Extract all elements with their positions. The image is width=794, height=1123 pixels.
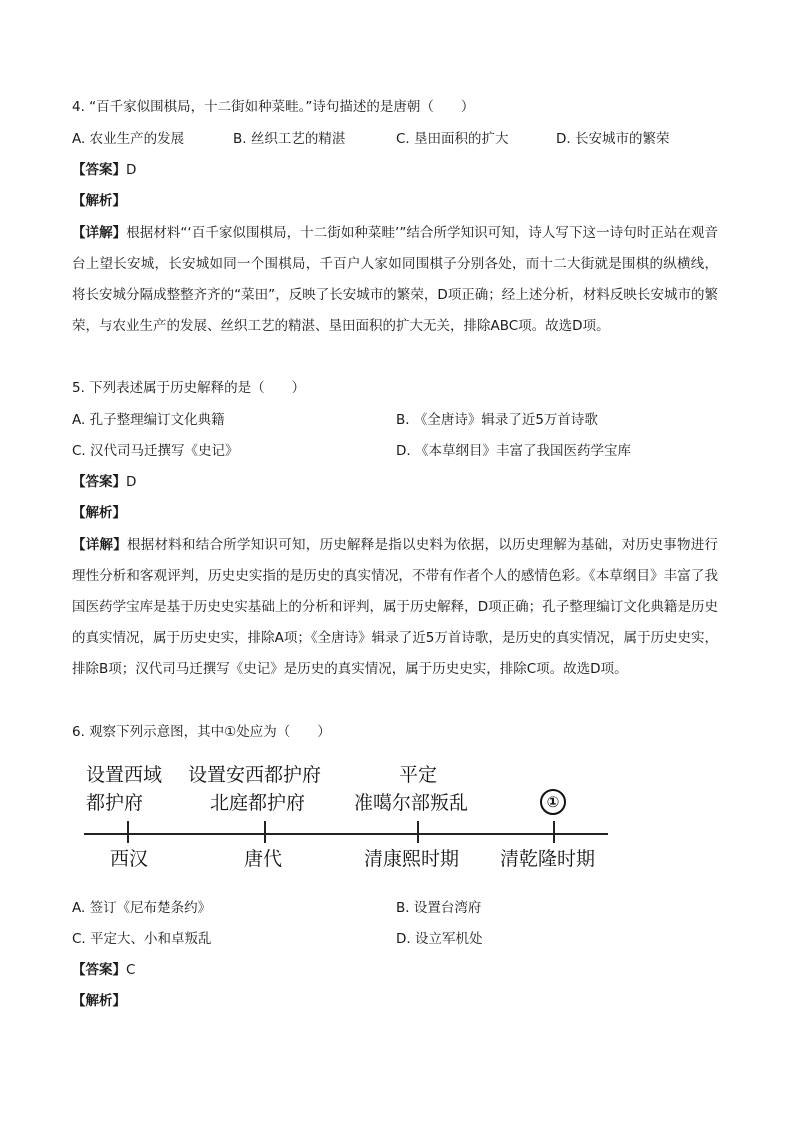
answer-value: C <box>126 962 136 978</box>
timeline-event-2-line2: 北庭都护府 <box>210 792 306 814</box>
q5-analysis-label: 【解析】 <box>72 505 126 521</box>
detail-text: 根据材料和结合所学知识可知，历史解释是指以史料为依据，以历史理解为基础，对历史事物进行理性分析和客观评判，历史史实指的是历史的真实情况，不带有作者个人的感情色彩。《本草纲目》丰富了我国医药学宝库是基于历史史实基础上的分析和评判，属于历史解释，D项正确；孔子整理编订文化典籍是历史的真实情况，属于历史史实，排除A项；《全唐诗》辑录了近5万首诗歌，是历史的真实情况，属于历史史实，排除B项；汉代司马迁撰写《史记》是历史的真实情况，属于历史史实，排除C项。故选D项。 <box>72 537 718 677</box>
q6-option-b: B. 设置台湾府 <box>396 900 482 916</box>
q5-answer <box>72 472 136 492</box>
timeline-period-2: 唐代 <box>244 848 283 870</box>
timeline-diagram <box>84 755 612 883</box>
detail-label: 【详解】 <box>72 225 127 241</box>
timeline-event-1-line2: 都护府 <box>86 792 144 814</box>
q4-analysis-label: 【解析】 <box>72 193 126 209</box>
timeline-event-2-line1: 设置安西都护府 <box>188 764 322 786</box>
q6-answer <box>72 960 135 980</box>
answer-label: 【答案】 <box>72 474 126 490</box>
timeline-event-1-line1: 设置西域 <box>86 764 163 786</box>
answer-label: 【答案】 <box>72 962 126 978</box>
timeline-tick <box>127 821 129 843</box>
detail-label: 【详解】 <box>72 537 127 553</box>
q4-stem: 4. “百千家似围棋局，十二街如种菜畦。”诗句描述的是唐朝（ ） <box>72 99 475 115</box>
q4-option-b: B. 丝织工艺的精湛 <box>233 131 346 147</box>
q4-option-d: D. 长安城市的繁荣 <box>556 131 670 147</box>
q4-option-a: A. 农业生产的发展 <box>72 131 185 147</box>
q5-option-b: B. 《全唐诗》辑录了近5万首诗歌 <box>396 412 598 428</box>
detail-text: 根据材料“‘百千家似围棋局，十二街如种菜畦’”结合所学知识可知，诗人写下这一诗句时正站在观音台上望长安城，长安城如同一个围棋局，千百户人家如同围棋子分别各处，而十二大街就是围棋的纵横线，将长安城分隔成整整齐齐的“菜田”，反映了长安城市的繁荣，D项正确；经上述分析，材料反映长安城市的繁荣，与农业生产的发展、丝织工艺的精湛、垦田面积的扩大无关，排除ABC项。故选D项。 <box>72 225 719 334</box>
q6-option-c: C. 平定大、小和卓叛乱 <box>72 931 212 947</box>
q5-option-a: A. 孔子整理编订文化典籍 <box>72 412 225 428</box>
answer-value: D <box>126 162 137 178</box>
timeline-tick <box>553 821 555 843</box>
timeline-event-3-line1: 平定 <box>399 764 438 786</box>
timeline-tick <box>264 821 266 843</box>
timeline-axis <box>84 833 608 835</box>
q4-detail <box>72 218 718 342</box>
q4-option-c: C. 垦田面积的扩大 <box>396 131 509 147</box>
q6-option-a: A. 签订《尼布楚条约》 <box>72 900 212 916</box>
q4-answer <box>72 160 136 180</box>
q6-option-d: D. 设立军机处 <box>396 931 483 947</box>
q5-option-d: D. 《本草纲目》丰富了我国医药学宝库 <box>396 443 631 459</box>
timeline-period-4: 清乾隆时期 <box>500 848 596 870</box>
timeline-tick <box>417 821 419 843</box>
answer-value: D <box>126 474 137 490</box>
q6-stem: 6. 观察下列示意图，其中①处应为（ ） <box>72 724 331 740</box>
answer-label: 【答案】 <box>72 162 126 178</box>
q6-analysis-label: 【解析】 <box>72 993 126 1009</box>
timeline-period-1: 西汉 <box>110 848 149 870</box>
timeline-event-3-line2: 准噶尔部叛乱 <box>354 792 469 814</box>
q5-option-c: C. 汉代司马迁撰写《史记》 <box>72 443 239 459</box>
timeline-period-3: 清康熙时期 <box>364 848 460 870</box>
q5-stem: 5. 下列表述属于历史解释的是（ ） <box>72 380 306 396</box>
circled-number-1: ① <box>540 789 566 815</box>
q5-detail <box>72 530 718 685</box>
